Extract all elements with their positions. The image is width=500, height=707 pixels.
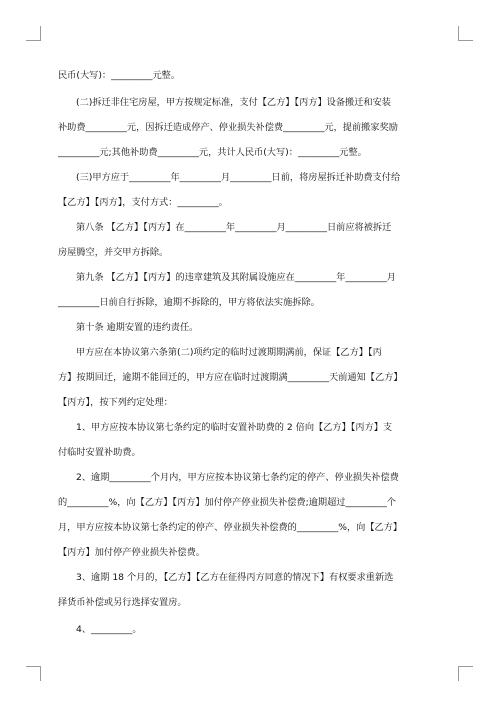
text-line: 【乙方】【丙方】，支付方式：_________。 xyxy=(58,197,228,208)
text-line: 第九条 【乙方】【丙方】的违章建筑及其附属设施应在_________年_________月 xyxy=(76,272,396,283)
text-line: 付临时安置补助费。 xyxy=(58,447,141,458)
text-line: 第八条 【乙方】【丙方】在_________年_________月_________日前应将被拆迁 xyxy=(76,222,392,233)
text-line: _________元;其他补助费_________元，共计人民币(大写)：_________元整。 xyxy=(58,147,367,158)
text-line: 【丙方】加付停产停业损失补偿费。 xyxy=(58,547,205,558)
text-line: 第十条 逾期安置的违约责任。 xyxy=(76,322,199,333)
text-line: 月，甲方应按本协议第七条约定的停产、停业损失补偿费的_________%，向【乙方】 xyxy=(58,522,403,533)
text-line: 房屋腾空，并交甲方拆除。 xyxy=(58,247,169,258)
text-line: (三)甲方应于_________年_________月_________日前，将房屋拆迁补助费支付给 xyxy=(76,172,401,183)
text-line: 的_________%，向【乙方】【丙方】加付停产停业损失补偿费;逾期超过_________个 xyxy=(58,497,396,508)
text-line: 4、_________。 xyxy=(76,624,142,635)
text-line: 民币(大写)：_________元整。 xyxy=(58,70,181,81)
text-line: 3、逾期 18 个月的，【乙方】【乙方在征得丙方同意的情况下】有权要求重新选 xyxy=(76,572,394,583)
text-line: 【丙方】，按下列约定处理： xyxy=(58,397,173,408)
text-line: 补助费_________元，因拆迁造成停产、停业损失补偿费_________元，提前搬家奖励 xyxy=(58,122,398,133)
text-line: (二)拆迁非住宅房屋，甲方按规定标准，支付【乙方】【丙方】设备搬迁和安装 xyxy=(76,97,391,108)
text-line: 方】按期回迁，逾期不能回迁的，甲方应在临时过渡期满_________天前通知【乙方】 xyxy=(58,372,403,383)
text-line: 1、甲方应按本协议第七条约定的临时安置补助费的 2 倍向【乙方】【丙方】支 xyxy=(76,422,393,433)
text-line: _________日前自行拆除，逾期不拆除的，甲方将依法实施拆除。 xyxy=(58,297,320,308)
text-line: 甲方应在本协议第六条第(二)项约定的临时过渡期期满前，保证【乙方】【丙 xyxy=(76,347,382,358)
text-line: 2、逾期_________个月内，甲方应按本协议第七条约定的停产、停业损失补偿费 xyxy=(76,472,399,483)
text-line: 择货币补偿或另行选择安置房。 xyxy=(58,597,187,608)
